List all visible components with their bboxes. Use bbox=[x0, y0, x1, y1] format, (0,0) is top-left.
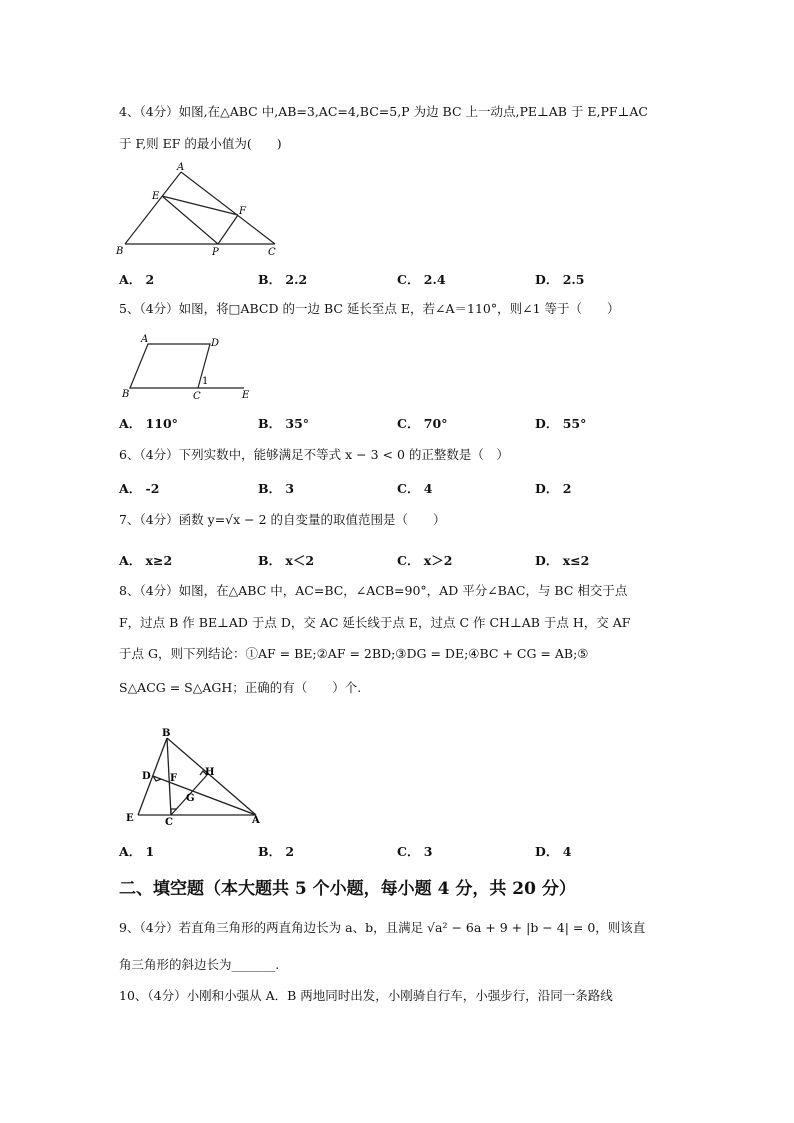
q5-label-angle1: 1 bbox=[202, 376, 209, 387]
q5-label-b: B bbox=[122, 389, 130, 400]
section-2-title: 二、填空题（本大题共 5 个小题，每小题 4 分，共 20 分） bbox=[119, 879, 576, 899]
q6-option-c[interactable]: C． 4 bbox=[397, 481, 433, 496]
q4-label-b: B bbox=[116, 246, 124, 257]
q5-parallelogram-abcd bbox=[130, 344, 210, 388]
q8-label-a: A bbox=[252, 815, 260, 826]
q8-stem-line1: 8、（4分）如图，在△ABC 中，AC=BC，∠ACB=90°，AD 平分∠BAC，与 BC 相交于点 bbox=[119, 583, 628, 598]
q6-options bbox=[119, 479, 679, 497]
q4-segment-ab bbox=[125, 172, 181, 244]
q8-label-b: B bbox=[162, 728, 171, 739]
q5-option-a[interactable]: A． 110° bbox=[119, 416, 178, 431]
q4-option-c[interactable]: C． 2.4 bbox=[397, 272, 446, 287]
q8-option-c[interactable]: C． 3 bbox=[397, 844, 433, 859]
q5-option-c[interactable]: C． 70° bbox=[397, 416, 448, 431]
q4-label-p: P bbox=[212, 247, 219, 258]
q8-option-d[interactable]: D． 4 bbox=[535, 844, 572, 859]
q8-stem-line3: 于点 G，则下列结论：①AF = BE;②AF = 2BD;③DG = DE;④BC + CG = AB;⑤ bbox=[119, 646, 589, 661]
q8-option-b[interactable]: B． 2 bbox=[258, 844, 295, 859]
q8-label-c: C bbox=[165, 817, 173, 828]
q7-options bbox=[119, 551, 679, 569]
q4-stem-line1: 4、（4分）如图,在△ABC 中,AB=3,AC=4,BC=5,P 为边 BC 上一动点,PE⊥AB 于 E,PF⊥AC bbox=[119, 104, 648, 119]
q8-label-d: D bbox=[142, 771, 151, 782]
q6-option-b[interactable]: B． 3 bbox=[258, 481, 295, 496]
q4-options bbox=[119, 270, 679, 288]
q9-stem-line2: 角三角形的斜边长为_______. bbox=[119, 957, 280, 972]
q4-label-f: F bbox=[239, 206, 246, 217]
q8-options bbox=[119, 842, 679, 860]
q4-option-a[interactable]: A． 2 bbox=[119, 272, 155, 287]
q5-label-c: C bbox=[193, 391, 201, 402]
q8-option-a[interactable]: A． 1 bbox=[119, 844, 155, 859]
q6-option-a[interactable]: A． -2 bbox=[119, 481, 160, 496]
q8-stem-line4: S△ACG = S△AGH；正确的有（ ）个. bbox=[119, 680, 362, 695]
q8-stem-line2: F，过点 B 作 BE⊥AD 于点 D，交 AC 延长线于点 E，过点 C 作 CH⊥AB 于点 H，交 AF bbox=[119, 615, 631, 630]
q7-stem-line1: 7、（4分）函数 y=√x − 2 的自变量的取值范围是（ ） bbox=[119, 512, 446, 527]
q8-label-g: G bbox=[186, 793, 195, 804]
q8-segment-ad bbox=[153, 776, 256, 815]
q4-label-c: C bbox=[268, 247, 276, 258]
q8-label-h: H bbox=[205, 767, 215, 778]
q5-figure bbox=[114, 330, 264, 402]
q8-label-e: E bbox=[126, 813, 134, 824]
q4-stem-line2: 于 F,则 EF 的最小值为( ) bbox=[119, 136, 282, 151]
q5-option-b[interactable]: B． 35° bbox=[258, 416, 310, 431]
q5-stem-line1: 5、（4分）如图，将□ABCD 的一边 BC 延长至点 E，若∠A＝110°，则∠1 等于（ ） bbox=[119, 301, 620, 316]
q5-label-a: A bbox=[141, 334, 149, 345]
q6-option-d[interactable]: D． 2 bbox=[535, 481, 572, 496]
q8-figure bbox=[120, 725, 270, 830]
q7-option-d[interactable]: D． x≤2 bbox=[535, 553, 590, 568]
q7-option-c[interactable]: C． x＞2 bbox=[397, 553, 453, 568]
q4-option-b[interactable]: B． 2.2 bbox=[258, 272, 308, 287]
q7-option-b[interactable]: B． x＜2 bbox=[258, 553, 315, 568]
q6-stem-line1: 6、（4分）下列实数中，能够满足不等式 x − 3 < 0 的正整数是（ ） bbox=[119, 447, 509, 462]
q5-label-e: E bbox=[242, 390, 250, 401]
q8-label-f: F bbox=[170, 773, 178, 784]
q10-stem-line1: 10、（4分）小刚和小强从 A．B 两地同时出发，小刚骑自行车，小强步行，沿同一条路线 bbox=[119, 988, 613, 1003]
q5-option-d[interactable]: D． 55° bbox=[535, 416, 587, 431]
q7-option-a[interactable]: A． x≥2 bbox=[119, 553, 173, 568]
q4-label-a: A bbox=[177, 162, 185, 173]
q9-stem-line1: 9、（4分）若直角三角形的两直角边长为 a、b，且满足 √a² − 6a + 9 + |b − 4| = 0，则该直 bbox=[119, 920, 646, 935]
q4-figure bbox=[114, 160, 284, 260]
q4-label-e: E bbox=[152, 191, 160, 202]
q4-segment-ac bbox=[181, 172, 275, 244]
q5-options bbox=[119, 414, 679, 432]
q4-option-d[interactable]: D． 2.5 bbox=[535, 272, 585, 287]
q5-label-d: D bbox=[211, 338, 220, 349]
q4-segment-pf bbox=[218, 215, 238, 244]
